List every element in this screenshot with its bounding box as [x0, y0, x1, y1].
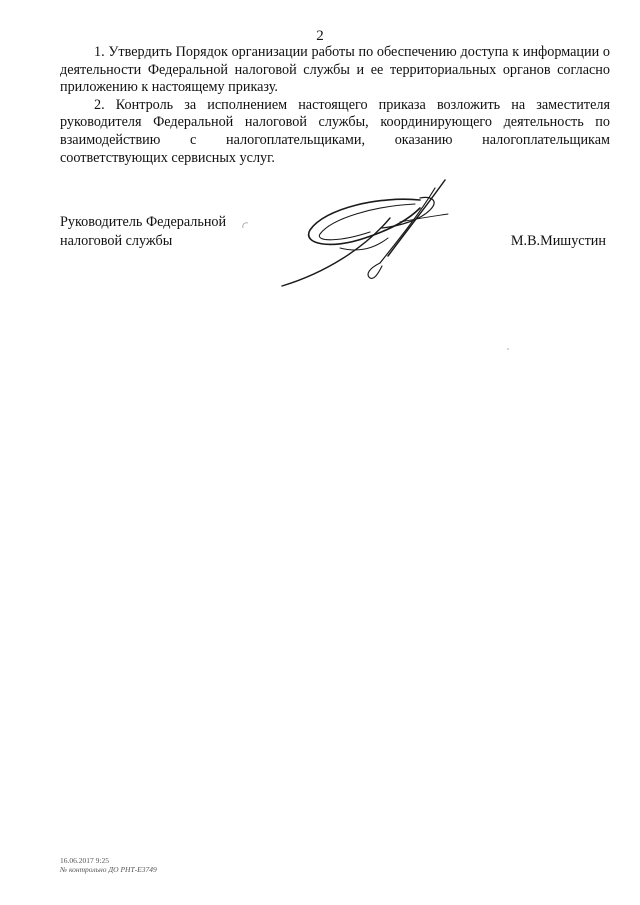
- paragraph-1: 1. Утвердить Порядок организации работы по обеспечению доступа к информации о деятельности Федеральной налоговой службы и ее территориальных органов согласно приложению к настоящему приказу.: [60, 44, 610, 96]
- paragraph-2: 2. Контроль за исполнением настоящего приказа возложить на заместителя руководителя Федеральной налоговой службы, координирующего деятельность по взаимодействию с налогоплательщиками, оказанию налогоплательщикам соответствующих сервисных услуг.: [60, 96, 610, 166]
- document-body: [60, 44, 610, 167]
- signer-position-line-2: налоговой службы: [60, 233, 173, 249]
- handwritten-signature-icon: [270, 178, 460, 293]
- document-footer: [60, 856, 157, 874]
- footer-timestamp: 16.06.2017 9:25: [60, 856, 109, 865]
- stamp-mark-icon: [240, 221, 250, 231]
- page-number: 2: [316, 28, 324, 44]
- footer-registration: № контрольно ДО РНТ-Е3749: [60, 865, 157, 874]
- signer-position-line-1: Руководитель Федеральной: [60, 214, 227, 230]
- signer-name: М.В.Мишустин: [510, 233, 606, 249]
- signer-position: [60, 213, 226, 251]
- scan-speck: [507, 348, 509, 350]
